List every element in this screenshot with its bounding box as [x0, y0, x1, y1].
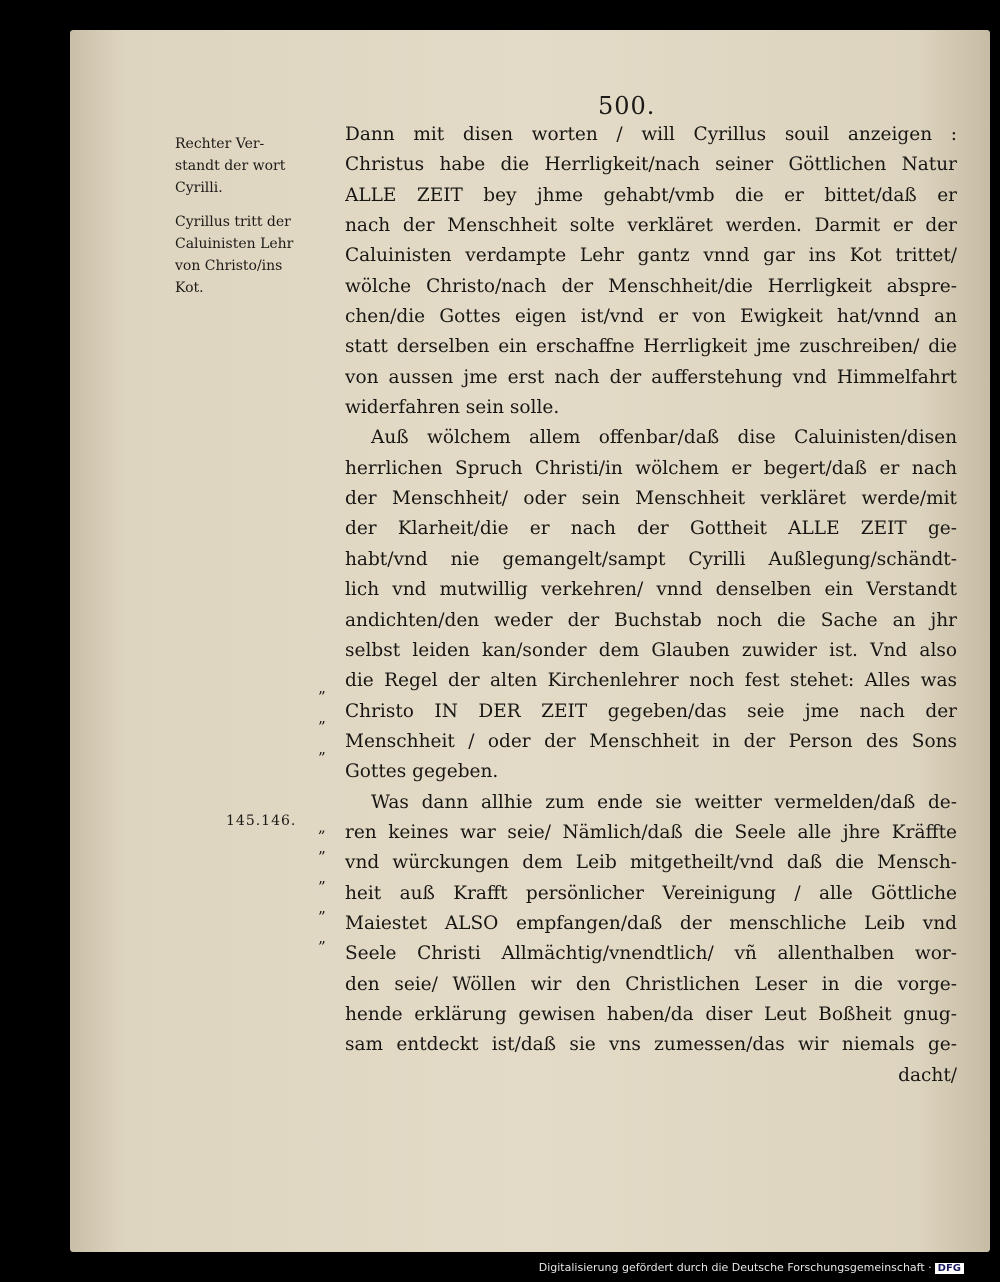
- text-line: von aussen jme erst nach der aufferstehung vnd Himmelfahrt: [345, 366, 957, 388]
- text-line: Auß wölchem allem offenbar/daß dise Caluinisten/disen: [371, 427, 957, 449]
- text-line: Christus habe die Herrligkeit/nach seiner Göttlichen Natur: [345, 154, 957, 176]
- text-line: Maiestet ALSO empfangen/daß der menschliche Leib vnd: [345, 912, 957, 934]
- text-line: den seie/ Wöllen wir den Christlichen Leser in die vorge-: [345, 973, 957, 995]
- text-line: Dann mit disen worten / will Cyrillus souil anzeigen :: [345, 124, 957, 145]
- text-line: der Menschheit/ oder sein Menschheit verkläret werde/mit: [345, 488, 957, 510]
- quote-mark: „: [318, 818, 326, 836]
- text-line: selbst leiden kan/sonder dem Glauben zuwider ist. Vnd also: [345, 639, 957, 661]
- funding-footer: [539, 1261, 964, 1274]
- text-line: Menschheit / oder der Menschheit in der Person des Sons: [345, 730, 957, 752]
- text-line: vnd würckungen dem Leib mitgetheilt/vnd daß die Mensch-: [345, 852, 957, 874]
- text-line: chen/die Gottes eigen ist/vnd er von Ewigkeit hat/vnnd an: [345, 306, 957, 328]
- text-line: andichten/den weder der Buchstab noch die Sache an jhr: [345, 609, 957, 631]
- text-line: der Klarheit/die er nach der Gottheit ALLE ZEIT ge-: [345, 518, 957, 540]
- quote-mark: ”: [318, 749, 326, 767]
- text-line: herrlichen Spruch Christi/in wölchem er begert/daß er nach: [345, 457, 957, 479]
- text-line: ALLE ZEIT bey jhme gehabt/vmb die er bittet/daß er: [345, 184, 957, 206]
- margin-notes: [175, 133, 325, 311]
- margin-note-2: Cyrillus tritt der Caluinisten Lehr von Christo/ins Kot.: [175, 214, 294, 296]
- body-text: [345, 120, 957, 1091]
- text-line: Caluinisten verdampte Lehr gantz vnnd gar ins Kot trittet/: [345, 245, 957, 267]
- text-line: hende erklärung gewisen haben/da diser Leut Boßheit gnug-: [345, 1003, 957, 1025]
- page-number: 500.: [598, 92, 656, 120]
- text-line: die Regel der alten Kirchenlehrer noch fest stehet: Alles was: [345, 670, 957, 692]
- footer-text: Digitalisierung gefördert durch die Deutsche Forschungsgemeinschaft ·: [538, 1261, 932, 1274]
- text-line: Seele Christi Allmächtig/vnendtlich/ vñ allenthalben wor-: [345, 943, 957, 965]
- quote-mark: ”: [318, 908, 326, 926]
- dfg-logo: DFG: [935, 1263, 964, 1274]
- text-line: heit auß Krafft persönlicher Vereinigung / alle Göttliche: [345, 882, 957, 904]
- quote-mark: ”: [318, 878, 326, 896]
- text-line: wölche Christo/nach der Menschheit/die Herrligkeit abspre-: [345, 275, 957, 297]
- margin-note-1: Rechter Ver- standt der wort Cyrilli.: [175, 136, 286, 196]
- text-line: widerfahren sein solle.: [345, 397, 560, 419]
- quote-mark: ”: [318, 718, 326, 736]
- text-line: sam entdeckt ist/daß sie vns zumessen/das wir niemals ge-: [345, 1034, 957, 1056]
- text-line: Gottes gegeben.: [345, 761, 499, 783]
- quote-mark: ”: [318, 688, 326, 706]
- text-line: habt/vnd nie gemangelt/sampt Cyrilli Außlegung/schändt-: [345, 548, 957, 570]
- catchword: dacht/: [898, 1064, 957, 1086]
- text-line: nach der Menschheit solte verkläret werden. Darmit er der: [345, 215, 957, 237]
- text-line: lich vnd mutwillig verkehren/ vnnd denselben ein Verstandt: [345, 579, 957, 601]
- quote-mark: ”: [318, 848, 326, 866]
- text-line: Christo IN DER ZEIT gegeben/das seie jme nach der: [345, 700, 957, 722]
- text-line: statt derselben ein erschaffne Herrligkeit jme zuschreiben/ die: [345, 336, 957, 358]
- margin-citation: 145.146.: [226, 813, 297, 829]
- text-line: ren keines war seie/ Nämlich/daß die Seele alle jhre Kräffte: [345, 821, 957, 843]
- text-line: Was dann allhie zum ende sie weitter vermelden/daß de-: [371, 791, 957, 813]
- quote-mark: ”: [318, 938, 326, 956]
